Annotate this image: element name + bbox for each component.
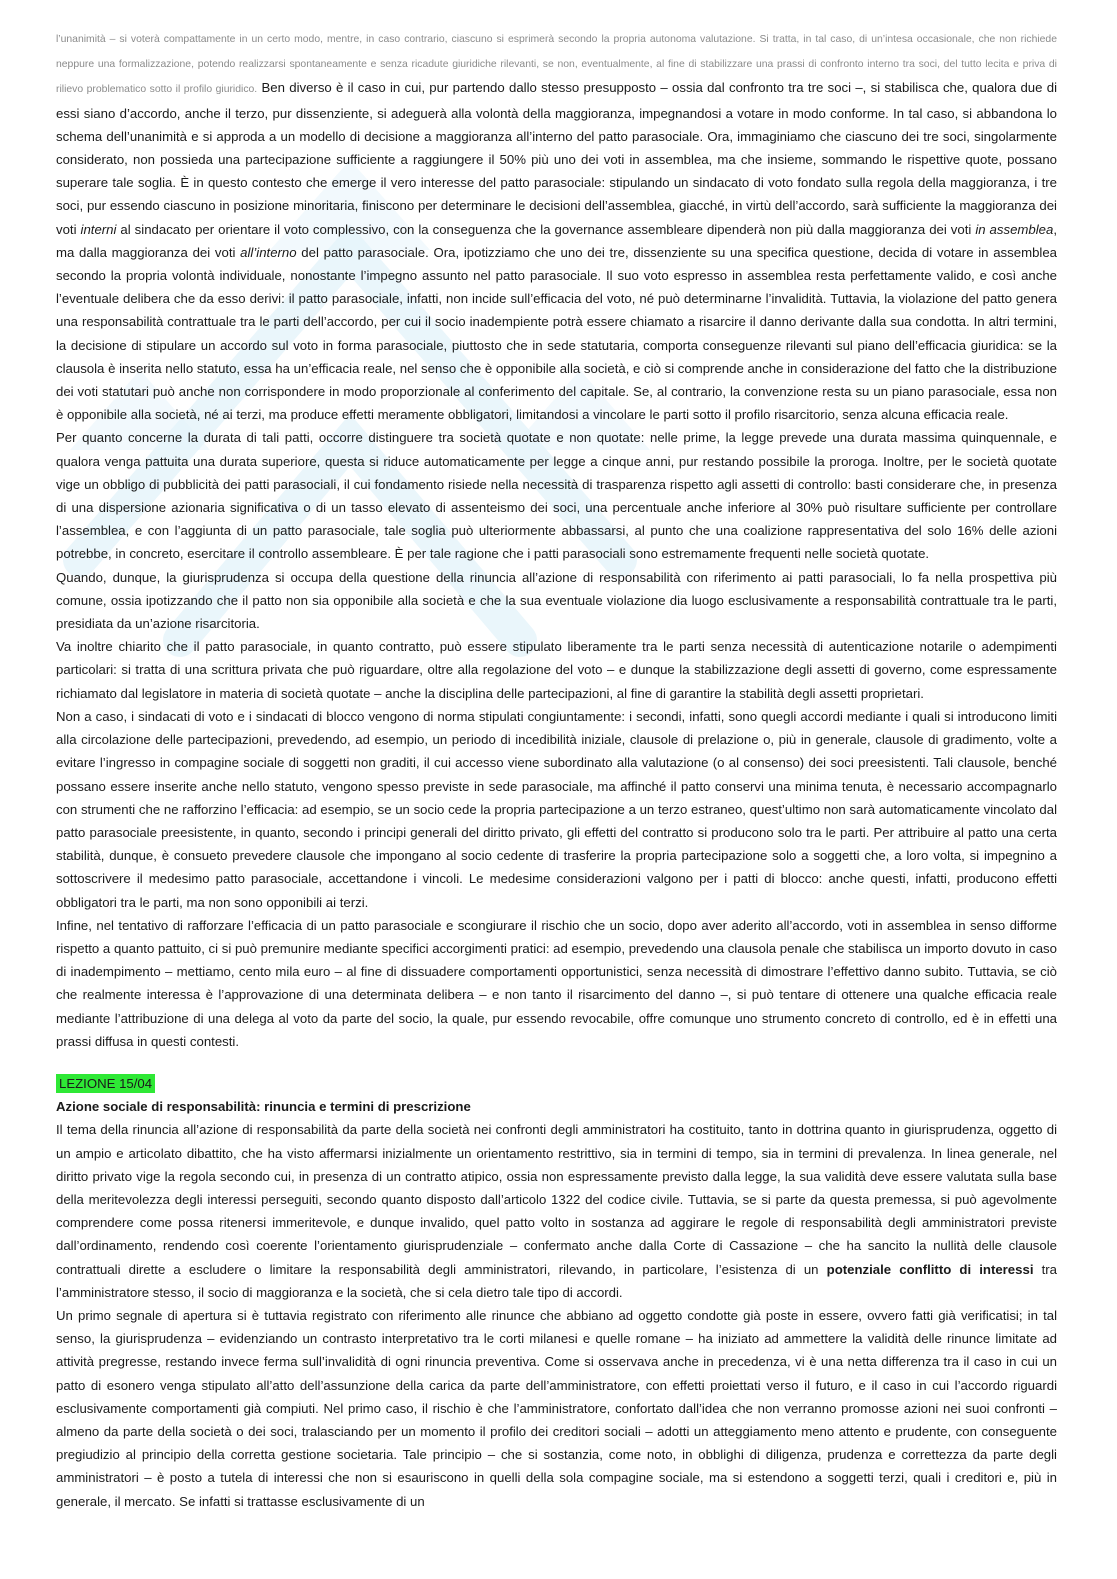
document-page: [56, 26, 1057, 1513]
paragraph-enforcement: Infine, nel tentativo di rafforzare l’efficacia di un patto parasociale e scongiurare il rischio che un socio, dopo aver aderito all’accordo, voti in assemblea in senso difforme rispetto a quanto pattuito, ci si può premunire mediante specifici accorgimenti pratici: ad esempio, prevedendo una clausola penale che stabilisca un importo dovuto in caso di inadempimento – mettiamo, cento mila euro – al fine di dissuadere comportamenti opportunistici, senza necessità di dimostrare l’effettivo danno subito. Tuttavia, se ciò che realmente interessa è l’approvazione di una determinata delibera – e non tanto il risarcimento del danno –, si può tentare di ottenere una qualche efficacia reale mediante l’attribuzione di una delega al voto da parte del socio, la quale, pur essendo revocabile, offre comunque uno strumento concreto di controllo, ed è in effetti una prassi diffusa in questi contesti.: [56, 917, 1057, 1049]
text-segment: del patto parasociale. Ora, ipotizziamo che uno dei tre, dissenziente su una specifica questione, decida di votare in assemblea secondo la propria volontà individuale, nonostante l’impegno assunto nel patto parasociale. Il suo voto espresso in assemblea resta perfettamente valido, e così anche l’eventuale delibera che da esso derivi: il patto parasociale, infatti, non incide sull’efficacia del voto, né può determinarne l’invalidità. Tuttavia, la violazione del patto genera una responsabilità contrattuale tra le parti dell’accordo, per cui il socio inadempiente potrà essere chiamato a risarcire il danno derivante dalla sua condotta. In altri termini, la decisione di stipulare un accordo sul voto in forma parasociale, piuttosto che in sede statutaria, comporta conseguenze rilevanti sul piano dell’efficacia giuridica: se la clausola è inserita nello statuto, essa ha un’efficacia reale, nel senso che è opponibile alla società, e ciò si comprende anche in considerazione del fatto che la distribuzione dei voti statutari può anche non corrispondere in modo proporzionale al conferimento del capitale. Se, al contrario, la convenzione resta su un piano parasociale, essa non è opponibile alla società, né ai terzi, ma produce effetti meramente obbligatori, limitandosi a vincolare le parti sotto il profilo risarcitorio, senza alcuna efficacia reale.: [56, 244, 1057, 423]
paragraph-case-law: Quando, dunque, la giurisprudenza si occupa della questione della rinuncia all’azione di responsabilità con riferimento ai patti parasociali, lo fa nella prospettiva più comune, ossia ipotizzando che il patto non sia opponibile alla società e che la sua eventuale violazione dia luogo esclusivamente a responsabilità contrattuale tra le parti, presidiata da un’azione risarcitoria.: [56, 569, 1057, 632]
section-heading: Azione sociale di responsabilità: rinuncia e termini di prescrizione: [56, 1099, 471, 1115]
text-segment: Il tema della rinuncia all’azione di responsabilità da parte della società nei confronti degli amministratori ha costituito, tanto in dottrina quanto in giurisprudenza, oggetto di un ampio e articolato dibattito, che ha visto affermarsi inizialmente un orientamento restrittivo, sia in termini di tempo, sia in termini di prevalenza. In linea generale, nel diritto privato vige la regola secondo cui, in presenza di un contratto atipico, ossia non espressamente previsto dalla legge, la sua validità deve essere valutata sulla base della meritevolezza degli interessi perseguiti, secondo quanto disposto dall’articolo 1322 del codice civile. Tuttavia, se si parte da questa premessa, si può agevolmente comprendere come possa ritenersi immeritevole, e dunque invalido, quel patto volto in sostanza ad aggirare le regole di responsabilità degli amministratori previste dall’ordinamento, rendendo così coerente l’orientamento giurisprudenziale – confermato anche dalla Corte di Cassazione – che ha sancito la nullità delle clausole contrattuali dirette a escludere o limitare la responsabilità degli amministratori, rilevando, in particolare, l’esistenza di un: [56, 1122, 1057, 1277]
paragraph-voting-pact: [56, 26, 1057, 426]
paragraph-blocking-syndicates: Non a caso, i sindacati di voto e i sindacati di blocco vengono di norma stipulati congiuntamente: i secondi, infatti, sono quegli accordi mediante i quali si introducono limiti alla circolazione delle partecipazioni, prevedendo, ad esempio, un periodo di incedibilità iniziale, clausole di prelazione o, più in generale, clausole di gradimento, volte a evitare l’ingresso in compagine sociale di soggetti non graditi, il cui accesso viene subordinato alla valutazione (o al consenso) dei soci preesistenti. Tali clausole, benché possano essere inserite anche nello statuto, vengono spesso previste in sede parasociale, ma affinché il patto conservi una minima tenuta, è necessario accompagnarlo con strumenti che ne rafforzino l’efficacia: ad esempio, se un socio cede la propria partecipazione a un terzo estraneo, quest’ultimo non sarà automaticamente vincolato dal patto parasociale preesistente, in quanto, secondo i principi generali del diritto privato, gli effetti del contratto si producono solo tra le parti. Per attribuire al patto una certa stabilità, dunque, è consueto prevedere clausole che impongano al socio cedente di trasferire la propria partecipazione solo a soggetti che, a loro volta, si impegnino a sottoscrivere il medesimo patto parasociale, accettandone i vincoli. Le medesime considerazioni valgono per i patti di blocco: anche questi, infatti, producono effetti obbligatori tra le parti, ma non sono opponibili ai terzi.: [56, 708, 1057, 910]
italic-term: interni: [80, 221, 117, 237]
faded-lead-text: l’unanimità – si voterà compattamente in un certo modo, mentre, in caso contrario, ciascuno si esprimerà secondo la propria autonoma valutazione. Si tratta, in tal caso, di un’intesa occasionale, che non richiede neppure una formalizzazione, potendo realizzarsi spontaneamente e senza ricadute giuridiche rilevanti, se non, eventualmente, al fine di stabilizzare una prassi di confronto interno tra soci, del tutto lecita e priva di rilievo problematico sotto il profilo giuridico.: [56, 34, 1057, 96]
text-segment: al sindacato per orientare il voto complessivo, con la conseguenza che la governance assembleare dipenderà non più dalla maggioranza dei voti: [116, 221, 976, 237]
lesson-label: LEZIONE 15/04: [56, 1074, 155, 1093]
text-segment: , ma dalla maggioranza dei voti: [56, 221, 1058, 260]
paragraph-duration: Per quanto concerne la durata di tali patti, occorre distinguere tra società quotate e non quotate: nelle prime, la legge prevede una durata massima quinquennale, e qualora venga pattuita una durata superiore, questa si riduce automaticamente per legge a cinque anni, pur restando possibile la proroga. Inoltre, per le società quotate vige un obbligo di pubblicità dei patti parasociali, il cui fondamento risiede nella necessità di trasparenza rispetto agli assetti di controllo: basti considerare che, in presenza di una dispersione azionaria significativa o di un tasso elevato di assenteismo dei soci, una percentuale anche inferiore al 30% può risultare sufficiente per controllare l’assemblea, e con l’aggiunta di un patto parasociale, tale soglia può ulteriormente abbassarsi, al punto che una coalizione rappresentativa del solo 16% delle azioni potrebbe, in concreto, esercitare il controllo assembleare. È per tale ragione che i patti parasociali sono estremamente frequenti nelle società quotate.: [56, 430, 1057, 562]
italic-term: in assemblea: [975, 221, 1054, 237]
paragraph-opening: Un primo segnale di apertura si è tuttavia registrato con riferimento alle rinunce che abbiano ad oggetto condotte già poste in essere, ovvero fatti già verificatisi; in tal senso, la giurisprudenza – evidenziando un contrasto interpretativo tra le corti milanesi e quelle romane – ha iniziato ad ammettere la validità delle rinunce limitate ad attività pregresse, restando invece ferma sull’invalidità di ogni rinuncia preventiva. Come si osservava anche in precedenza, vi è una netta differenza tra il caso in cui un patto di esonero venga stipulato all’atto dell’assunzione della carica da parte dell’amministratore, con effetti proiettati verso il futuro, e il caso in cui l’accordo riguardi esclusivamente comportamenti già compiuti. Nel primo caso, il rischio è che l’amministratore, confortato dall’idea che non verranno promosse azioni nei suoi confronti – almeno da parte della società o dei soci, tralasciando per un momento il profilo dei creditori sociali – adotti un atteggiamento meno attento e prudente, con conseguente pregiudizio al principio della corretta gestione societaria. Tale principio – che si sostanzia, come noto, in obblighi di diligenza, prudenza e correttezza da parte degli amministratori – è posto a tutela di interessi che non si esauriscono in quelli della sola compagine sociale, ma si estendono a soggetti terzi, quali i creditori e, più in generale, il mercato. Se infatti si trattasse esclusivamente di un: [56, 1307, 1057, 1509]
italic-term: all’interno: [240, 244, 297, 260]
paragraph-waiver: [56, 1118, 1057, 1304]
lesson-header: [56, 1053, 1057, 1095]
text-segment: Ben diverso è il caso in cui, pur partendo dallo stesso presupposto – ossia dal confronto tra tre soci –, si stabilisca che, qualora due di essi siano d’accordo, anche il terzo, pur dissenziente, si adeguerà alla volontà della maggioranza, impegnandosi a votare in modo conforme. In tal caso, si abbandona lo schema dell’unanimità e si approda a un modello di decisione a maggioranza all’interno del patto parasociale. Ora, immaginiamo che ciascuno dei tre soci, singolarmente considerato, non possieda una partecipazione sufficiente a raggiungere il 50% più uno dei voti in assemblea, ma che insieme, sommando le rispettive quote, possano superare tale soglia. È in questo contesto che emerge il vero interesse del patto parasociale: stipulando un sindacato di voto fondato sulla regola della maggioranza, i tre soci, pur essendo ciascuno in posizione minoritaria, finiscono per determinare le decisioni dell’assemblea, giacché, in virtù dell’accordo, sarà sufficiente la maggioranza dei voti: [56, 80, 1057, 237]
paragraph-contract-form: Va inoltre chiarito che il patto parasociale, in quanto contratto, può essere stipulato liberamente tra le parti senza necessità di autenticazione notarile o adempimenti particolari: si tratta di una scrittura privata che può riguardare, oltre alla regolazione del voto – e dunque la stabilizzazione degli assetti di governo, come espressamente richiamato dal legislatore in materia di società quotate – anche la disciplina delle partecipazioni, al fine di garantire la stabilità degli assetti proprietari.: [56, 639, 1057, 701]
bold-term: potenziale conflitto di interessi: [826, 1261, 1034, 1277]
text-segment: tra l’amministratore stesso, il socio di maggioranza e la società, che si cela dietro tale tipo di accordi.: [56, 1261, 1057, 1300]
